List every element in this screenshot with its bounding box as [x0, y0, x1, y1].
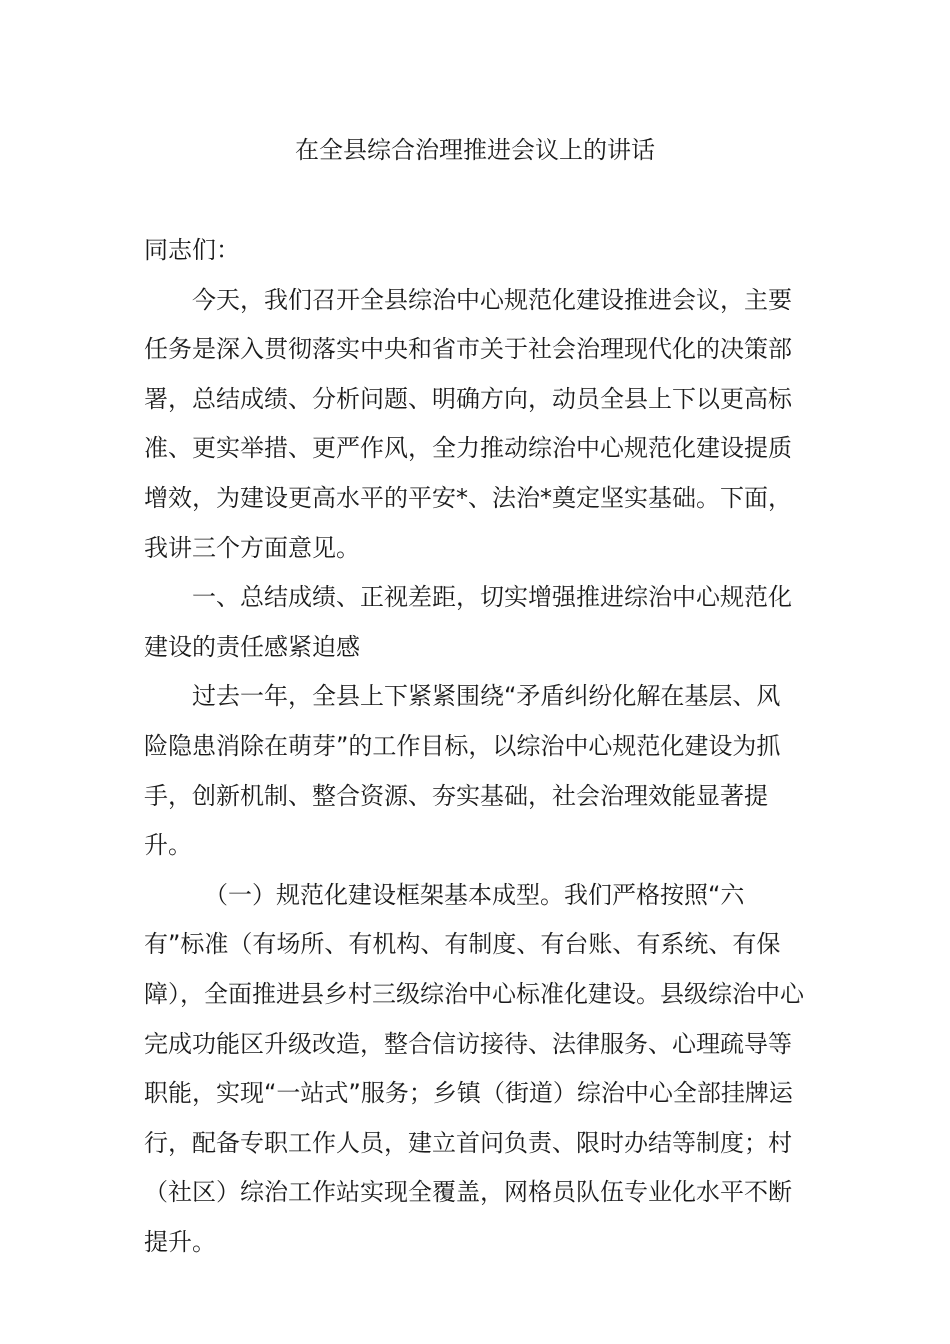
paragraph-review: 过去一年，全县上下紧紧围绕“矛盾纠纷化解在基层、风险隐患消除在萌芽”的工作目标，以综治中心规范化建设为抓手，创新机制、整合资源、夯实基础，社会治理效能显著提升。 [144, 682, 781, 860]
section-heading-one: 一、总结成绩、正视差距，切实增强推进综治中心规范化建设的责任感紧迫感 [144, 583, 792, 661]
paragraph-opening: 今天，我们召开全县综治中心规范化建设推进会议，主要任务是深入贯彻落实中央和省市关于社会治理现代化的决策部署，总结成绩、分析问题、明确方向，动员全县上下以更高标准、更实举措、更严作风，全力推动综治中心规范化建设提质增效，为建设更高水平的平安*、法治*奠定坚实基础。下面，我讲三个方面意见。 [144, 285, 792, 562]
salutation: 同志们： [144, 236, 240, 264]
subsection-one: （一）规范化建设框架基本成型。我们严格按照“六有”标准（有场所、有机构、有制度、有台账、有系统、有保障），全面推进县乡村三级综治中心标准化建设。县级综治中心完成功能区升级改造，整合信访接待、法律服务、心理疏导等职能，实现“一站式”服务；乡镇（街道）综治中心全部挂牌运行，配备专职工作人员，建立首问负责、限时办结等制度；村（社区）综治工作站实现全覆盖，网格员队伍专业化水平不断提升。 [144, 880, 804, 1256]
document-body [144, 226, 804, 1267]
document-title: 在全县综合治理推进会议上的讲话 [295, 136, 655, 164]
